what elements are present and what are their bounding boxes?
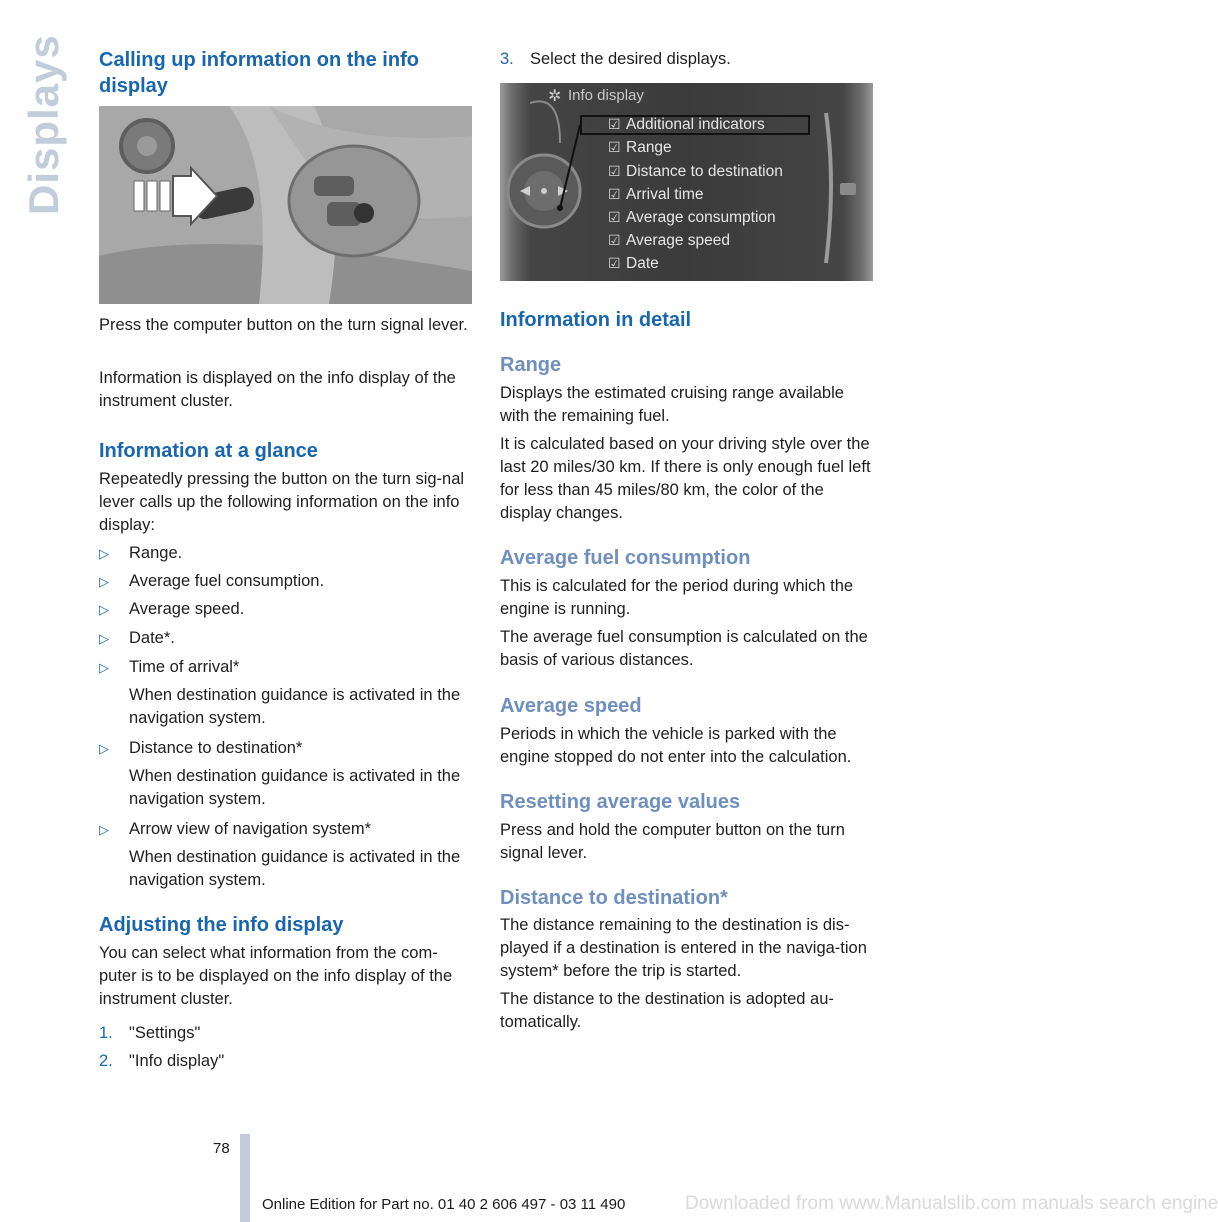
checkbox-checked-icon: ☑: [608, 232, 621, 248]
menu-item-average-consumption[interactable]: ☑ Average consumption: [608, 209, 776, 226]
subheading-range: Range: [500, 354, 562, 376]
menu-item-average-speed[interactable]: ☑ Average speed: [608, 232, 730, 249]
checkbox-checked-icon: ☑: [608, 186, 621, 202]
subheading-average-speed: Average speed: [500, 695, 642, 717]
checkbox-checked-icon: ☑: [608, 116, 621, 132]
steering-column-image: [99, 106, 472, 304]
triangle-bullet-icon: ▷: [99, 741, 109, 756]
paragraph-adjust-intro: You can select what information from the com-puter is to be displayed on the info display of the instrument cluster.: [99, 944, 453, 1008]
heading-information-at-a-glance: Information at a glance: [99, 440, 318, 462]
page-number: 78: [213, 1140, 230, 1157]
triangle-bullet-icon: ▷: [99, 660, 109, 675]
paragraph-speed: Periods in which the vehicle is parked with the engine stopped do not enter into the calculation.: [500, 725, 852, 766]
heading-information-in-detail: Information in detail: [500, 309, 692, 331]
triangle-bullet-icon: ▷: [99, 546, 109, 561]
checkbox-checked-icon: ☑: [608, 139, 621, 155]
settings-icon: ✲: [548, 88, 562, 105]
menu-item-additional-indicators[interactable]: ☑ Additional indicators: [608, 116, 765, 133]
menu-item-distance-to-destination[interactable]: ☑ Distance to destination: [608, 163, 783, 180]
turn-signal-lever-illustration: [99, 106, 472, 304]
menu-item-range[interactable]: ☑ Range: [608, 139, 672, 156]
triangle-bullet-icon: ▷: [99, 574, 109, 589]
paragraph-press-button: Press the computer button on the turn signal lever.: [99, 316, 468, 334]
menu-title: Info display: [568, 87, 644, 104]
subheading-resetting-average-values: Resetting average values: [500, 791, 741, 813]
paragraph-distance-1: The distance remaining to the destination is dis-played if a destination is entered in the naviga-tion system* before the trip is started.: [500, 916, 867, 980]
menu-item-date[interactable]: ☑ Date: [608, 255, 659, 272]
paragraph-distance-2: The distance to the destination is adopted au-tomatically.: [500, 990, 834, 1031]
paragraph-reset: Press and hold the computer button on the turn signal lever.: [500, 821, 845, 862]
checkbox-checked-icon: ☑: [608, 209, 621, 225]
triangle-bullet-icon: ▷: [99, 822, 109, 837]
watermark: Downloaded from www.Manualslib.com manuals search engine: [685, 1193, 1218, 1214]
footer-bar: [240, 1134, 250, 1222]
heading-adjusting-info-display: Adjusting the info display: [99, 914, 344, 936]
triangle-bullet-icon: ▷: [99, 631, 109, 646]
paragraph-range-1: Displays the estimated cruising range available with the remaining fuel.: [500, 384, 844, 425]
info-display-menu-screenshot: [500, 83, 873, 281]
paragraph-glance-intro: Repeatedly pressing the button on the turn sig-nal lever calls up the following information on the info display:: [99, 470, 465, 534]
control-display-frame: [500, 83, 873, 281]
side-tab-label: Displays: [20, 34, 67, 215]
section-title-calling-up: Calling up information on the info display: [99, 49, 419, 97]
paragraph-fuel-2: The average fuel consumption is calculated on the basis of various distances.: [500, 628, 868, 669]
checkbox-checked-icon: ☑: [608, 163, 621, 179]
footer-edition-text: Online Edition for Part no. 01 40 2 606 497 - 03 11 490: [262, 1196, 626, 1213]
menu-item-arrival-time[interactable]: ☑ Arrival time: [608, 186, 704, 203]
subheading-distance-to-destination: Distance to destination*: [500, 887, 728, 909]
paragraph-fuel-1: This is calculated for the period during which the engine is running.: [500, 577, 854, 618]
triangle-bullet-icon: ▷: [99, 602, 109, 617]
checkbox-checked-icon: ☑: [608, 255, 621, 271]
paragraph-range-2: It is calculated based on your driving style over the last 20 miles/30 km. If there is only enough fuel left for less than 45 miles/80 km, the color of the display changes.: [500, 435, 871, 522]
side-section-tab: [20, 34, 67, 215]
subheading-average-fuel-consumption: Average fuel consumption: [500, 547, 751, 569]
paragraph-info-displayed: Information is displayed on the info display of the instrument cluster.: [99, 369, 456, 410]
